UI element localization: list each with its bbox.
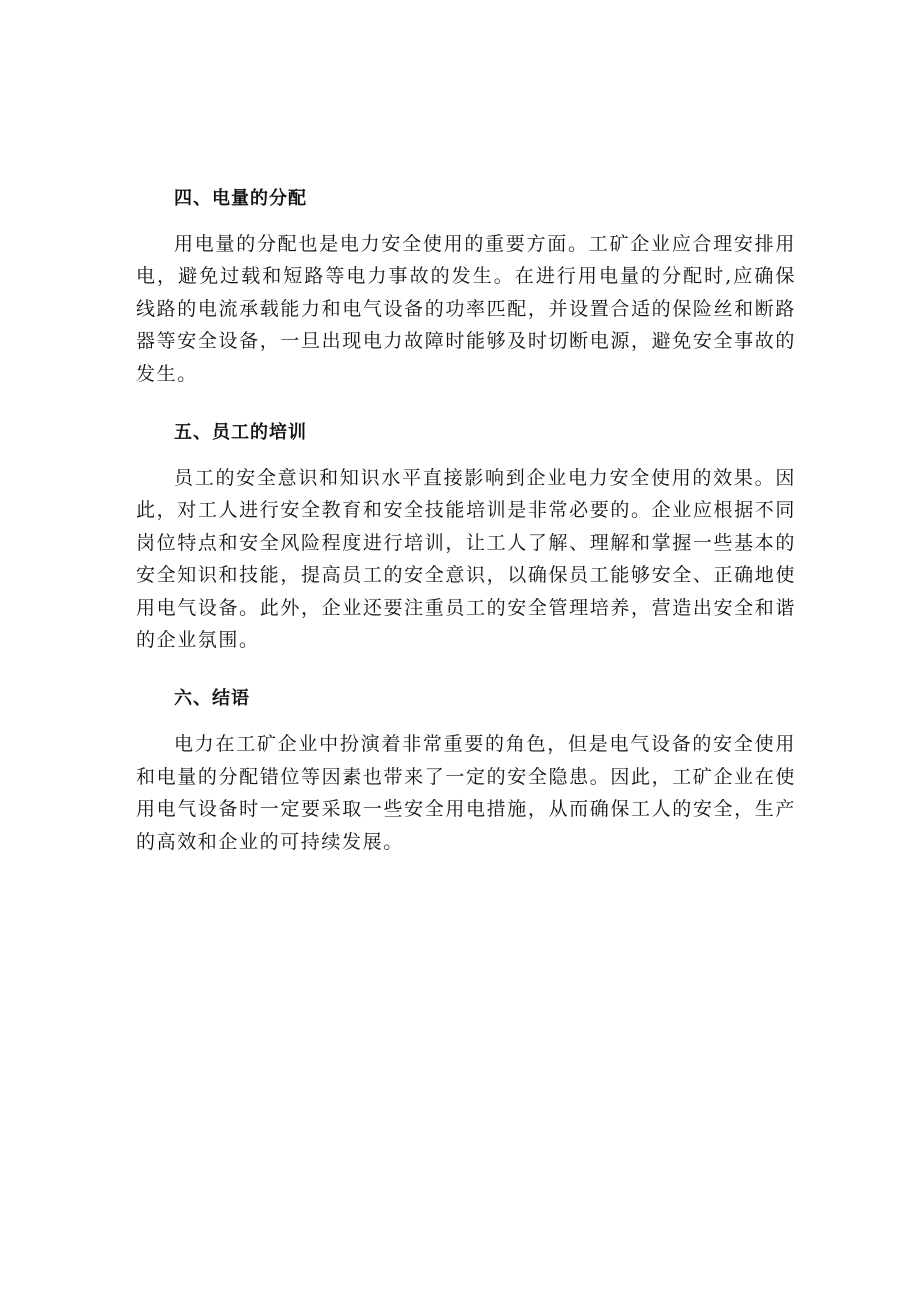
section-paragraph: 电力在工矿企业中扮演着非常重要的角色，但是电气设备的安全使用和电量的分配错位等因素也带来了一定的安全隐患。因此，工矿企业在使用电气设备时一定要采取一些安全用电措施，从而确保工人的安全，生产的高效和企业的可持续发展。 xyxy=(136,733,796,853)
section-employee-training xyxy=(136,418,796,656)
section-paragraph: 用电量的分配也是电力安全使用的重要方面。工矿企业应合理安排用电，避免过载和短路等电力事故的发生。在进行用电量的分配时,应确保线路的电流承载能力和电气设备的功率匹配，并设置合适的保险丝和断路器等安全设备，一旦出现电力故障时能够及时切断电源，避免安全事故的发生。 xyxy=(136,233,796,385)
section-power-distribution xyxy=(136,184,796,390)
section-paragraph: 员工的安全意识和知识水平直接影响到企业电力安全使用的效果。因此，对工人进行安全教育和安全技能培训是非常必要的。企业应根据不同岗位特点和安全风险程度进行培训，让工人了解、理解和掌握一些基本的安全知识和技能，提高员工的安全意识，以确保员工能够安全、正确地使用电气设备。此外，企业还要注重员工的安全管理培养，营造出安全和谐的企业氛围。 xyxy=(136,467,796,652)
section-heading: 五、员工的培训 xyxy=(174,422,307,444)
section-heading: 四、电量的分配 xyxy=(174,188,307,209)
document-body xyxy=(136,184,796,858)
section-heading: 六、结语 xyxy=(174,688,250,710)
section-conclusion xyxy=(136,684,796,858)
